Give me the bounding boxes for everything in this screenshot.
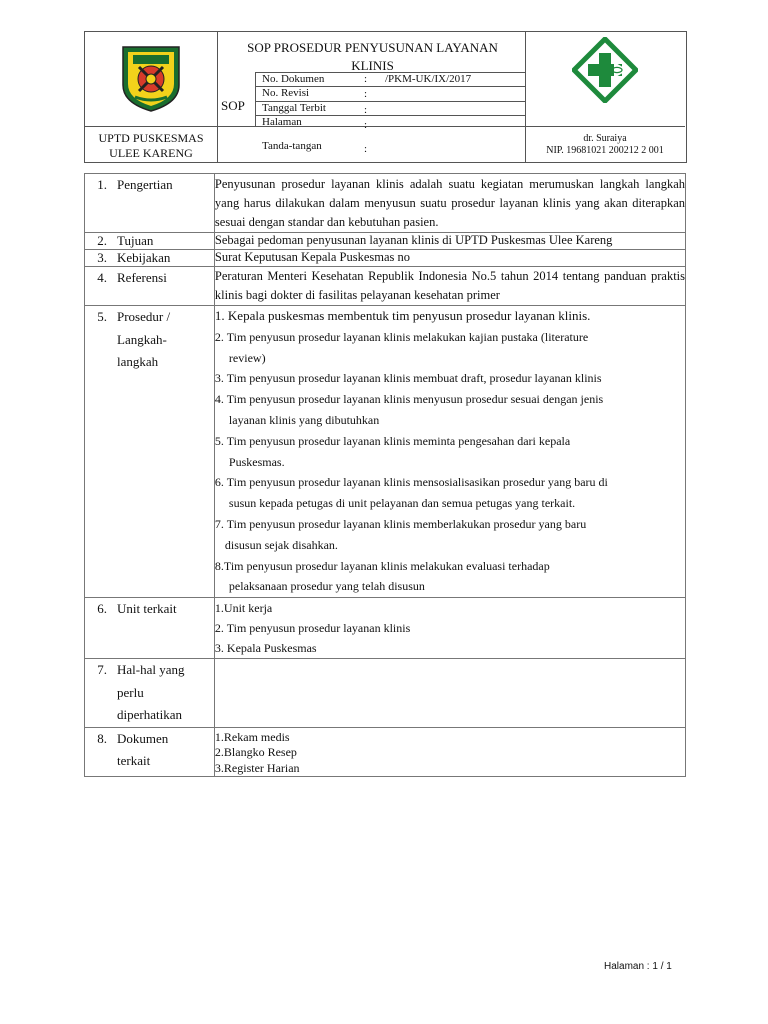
step-7-cont: disusun sejak disahkan. — [224, 537, 338, 552]
section-label: Referensi — [117, 270, 167, 285]
puskesmas-cross-logo — [572, 37, 638, 103]
signature-sep: : — [364, 143, 368, 155]
signer-nip: NIP. 19681021 200212 2 001 — [546, 145, 664, 156]
dokumen-item-1: 1.Rekam medis — [214, 729, 290, 744]
section-label-line3: langkah — [117, 354, 159, 369]
section-label-line1: Hal-hal yang — [117, 662, 185, 678]
step-6-cont: susun kepada petugas di unit pelayanan dan semua petugas yang terkait. — [228, 496, 576, 511]
step-8: 8.Tim penyusun prosedur layanan klinis melakukan evaluasi terhadap — [214, 558, 550, 573]
section-number: 7. — [97, 662, 107, 678]
step-8-cont: pelaksanaan prosedur yang telah disusun — [228, 579, 425, 594]
step-6: 6. Tim penyusun prosedur layanan klinis mensosialisasikan prosedur yang baru di — [214, 475, 608, 490]
section-number: 4. — [97, 270, 107, 285]
section-number: 8. — [97, 730, 107, 746]
field-sep-halaman: : — [364, 119, 368, 131]
step-1: 1. Kepala puskesmas membentuk tim penyusun prosedur layanan klinis. — [214, 308, 591, 323]
section-label-line2: terkait — [117, 753, 151, 769]
field-label-no-revisi: No. Revisi — [262, 87, 310, 99]
section-label: Pengertian — [117, 177, 173, 192]
signer-name: dr. Suraiya — [583, 133, 627, 144]
step-4-cont: layanan klinis yang dibutuhkan — [228, 412, 380, 427]
section-label: Unit terkait — [117, 601, 177, 617]
sop-header — [84, 31, 687, 163]
table-row-referensi — [85, 267, 686, 306]
section-label: Kebijakan — [117, 250, 171, 265]
field-label-no-dokumen: No. Dokumen — [262, 73, 325, 85]
pengertian-text: Penyusunan prosedur layanan klinis adalah suatu kegiatan merumuskan langkah langkah yang harus dilakukan dalam menyusun suatu prosedur layanan klinis yang akan diterapkan sesuai dengan standar dan kebutuhan pasien. — [214, 177, 685, 229]
page-number: Halaman : 1 / 1 — [604, 961, 672, 972]
sop-title-line1: SOP PROSEDUR PENYUSUNAN LAYANAN — [247, 40, 498, 55]
field-sep-no-dokumen: : — [364, 73, 368, 85]
referensi-text: Peraturan Menteri Kesehatan Republik Indonesia No.5 tahun 2014 tentang panduan praktis klinis bagi dokter di fasilitas pelayanan kesehatan primer — [214, 269, 685, 302]
field-sep-no-revisi: : — [364, 88, 368, 100]
section-number: 6. — [97, 601, 107, 617]
unit-item-1: 1.Unit kerja — [214, 601, 273, 616]
section-number: 1. — [97, 177, 107, 192]
dokumen-item-3: 3.Register Harian — [214, 760, 300, 775]
field-value-no-dokumen: /PKM-UK/IX/2017 — [385, 73, 472, 85]
table-row-dokumen-terkait — [85, 727, 686, 777]
unit-item-3: 3. Kepala Puskesmas — [214, 641, 317, 656]
step-3: 3. Tim penyusun prosedur layanan klinis membuat draft, prosedur layanan klinis — [214, 371, 602, 386]
field-label-halaman: Halaman — [262, 116, 302, 128]
sop-title-line2: KLINIS — [351, 58, 394, 73]
step-2-cont: review) — [228, 350, 266, 365]
table-row-hal-hal — [85, 659, 686, 728]
sop-label: SOP — [221, 98, 245, 113]
section-label-line1: Dokumen — [117, 730, 169, 746]
section-number: 2. — [97, 233, 107, 248]
org-name-line2: ULEE KARENG — [109, 146, 193, 160]
dokumen-item-2: 2.Blangko Resep — [214, 745, 297, 760]
section-number: 5. — [97, 309, 107, 324]
field-sep-tanggal-terbit: : — [364, 104, 368, 116]
puskesmas-emblem-logo — [117, 41, 185, 113]
unit-item-2: 2. Tim penyusun prosedur layanan klinis — [214, 621, 411, 636]
section-label-line1: Prosedur / — [117, 309, 171, 324]
step-5-cont: Puskesmas. — [228, 454, 285, 469]
kebijakan-text: Surat Keputusan Kepala Puskesmas no — [214, 250, 411, 264]
step-7: 7. Tim penyusun prosedur layanan klinis memberlakukan prosedur yang baru — [214, 516, 587, 531]
section-label: Tujuan — [117, 233, 154, 248]
table-row-unit-terkait — [85, 598, 686, 659]
step-2: 2. Tim penyusun prosedur layanan klinis melakukan kajian pustaka (literature — [214, 329, 589, 344]
section-label-line3: diperhatikan — [117, 707, 182, 723]
step-5: 5. Tim penyusun prosedur layanan klinis meminta pengesahan dari kepala — [214, 433, 571, 448]
section-number: 3. — [97, 250, 107, 265]
signature-label: Tanda-tangan — [262, 140, 322, 152]
table-row-kebijakan — [85, 250, 686, 267]
step-4: 4. Tim penyusun prosedur layanan klinis menyusun prosedur sesuai dengan jenis — [214, 392, 604, 407]
table-row-pengertian — [85, 174, 686, 233]
section-label-line2: perlu — [117, 684, 144, 700]
field-label-tanggal-terbit: Tanggal Terbit — [262, 102, 326, 114]
org-name-line1: UPTD PUSKESMAS — [98, 131, 204, 145]
sop-content-table — [84, 173, 686, 777]
tujuan-text: Sebagai pedoman penyusunan layanan klinis di UPTD Puskesmas Ulee Kareng — [214, 233, 613, 247]
table-row-prosedur — [85, 306, 686, 598]
section-label-line2: Langkah- — [117, 331, 167, 347]
table-row-tujuan — [85, 233, 686, 250]
